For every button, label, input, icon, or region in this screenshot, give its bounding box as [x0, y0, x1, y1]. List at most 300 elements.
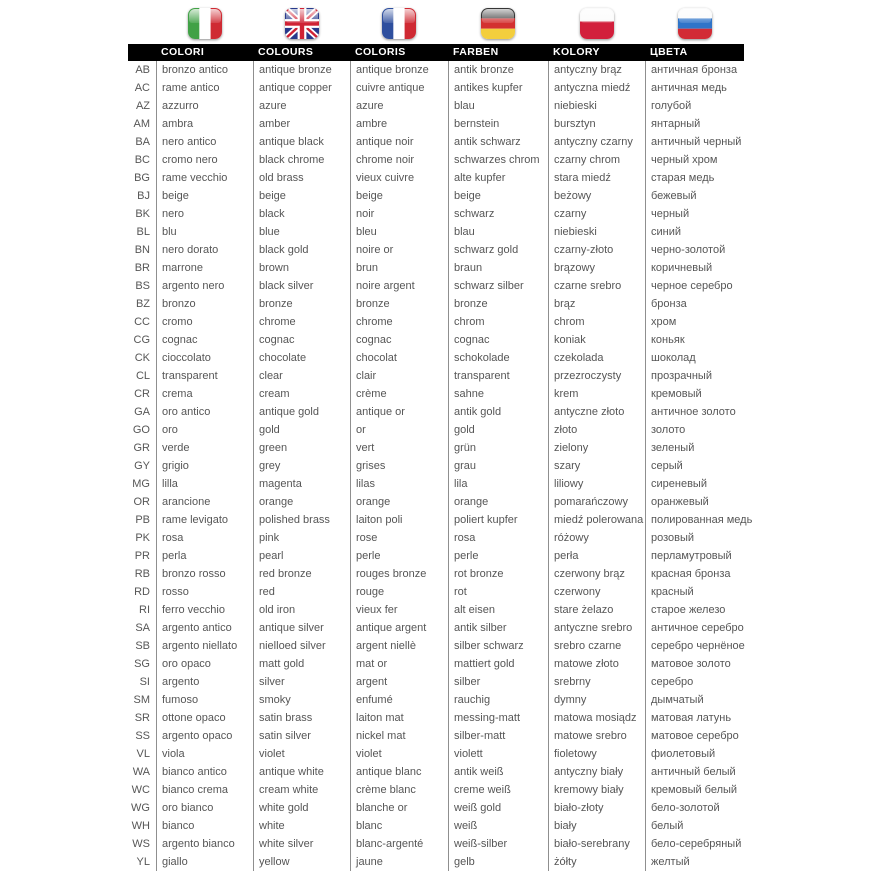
- table-row: [128, 493, 744, 511]
- color-name-russian: черный хром: [645, 151, 744, 169]
- color-name-polish: krem: [548, 385, 645, 403]
- color-name-german: antik schwarz: [448, 133, 548, 151]
- color-name-russian: бело-золотой: [645, 799, 744, 817]
- color-name-german: creme weiß: [448, 781, 548, 799]
- color-code: AB: [135, 64, 150, 76]
- color-name-french: argent: [350, 673, 448, 691]
- color-name-polish: czerwony brąz: [548, 565, 645, 583]
- color-name-russian: оранжевый: [645, 493, 744, 511]
- color-name-russian: прозрачный: [645, 367, 744, 385]
- color-name-english: bronze: [253, 295, 350, 313]
- color-name-english: brown: [253, 259, 350, 277]
- color-name-english: antique copper: [253, 79, 350, 97]
- color-name-russian: белый: [645, 817, 744, 835]
- color-name-polish: beżowy: [548, 187, 645, 205]
- color-name-french: cognac: [350, 331, 448, 349]
- color-name-russian: матовое золото: [645, 655, 744, 673]
- color-name-italian: oro antico: [156, 403, 253, 421]
- color-name-french: rouge: [350, 583, 448, 601]
- color-code: BN: [134, 244, 150, 256]
- color-code: CC: [134, 316, 150, 328]
- color-name-german: weiß: [448, 817, 548, 835]
- color-name-german: orange: [448, 493, 548, 511]
- color-name-french: chrome: [350, 313, 448, 331]
- color-name-french: perle: [350, 547, 448, 565]
- table-row: [128, 61, 744, 79]
- color-name-polish: czerwony: [548, 583, 645, 601]
- color-name-italian: oro: [156, 421, 253, 439]
- table-row: [128, 673, 744, 691]
- color-name-polish: niebieski: [548, 97, 645, 115]
- color-name-german: sahne: [448, 385, 548, 403]
- color-name-polish: stara miedź: [548, 169, 645, 187]
- color-name-polish: srebrny: [548, 673, 645, 691]
- color-name-english: black silver: [253, 277, 350, 295]
- color-name-german: schwarz gold: [448, 241, 548, 259]
- color-name-french: blanc: [350, 817, 448, 835]
- color-name-english: chocolate: [253, 349, 350, 367]
- color-name-italian: cromo nero: [156, 151, 253, 169]
- color-name-russian: фиолетовый: [645, 745, 744, 763]
- color-name-english: amber: [253, 115, 350, 133]
- color-name-russian: дымчатый: [645, 691, 744, 709]
- color-name-english: yellow: [253, 853, 350, 871]
- color-name-italian: blu: [156, 223, 253, 241]
- color-name-german: rot bronze: [448, 565, 548, 583]
- color-name-german: schokolade: [448, 349, 548, 367]
- table-row: [128, 331, 744, 349]
- color-name-german: alt eisen: [448, 601, 548, 619]
- color-name-english: cognac: [253, 331, 350, 349]
- color-code: SG: [134, 658, 150, 670]
- color-name-english: old iron: [253, 601, 350, 619]
- color-name-polish: szary: [548, 457, 645, 475]
- color-name-german: weiß-silber: [448, 835, 548, 853]
- color-name-german: braun: [448, 259, 548, 277]
- color-name-italian: nero antico: [156, 133, 253, 151]
- color-name-english: silver: [253, 673, 350, 691]
- table-row: [128, 817, 744, 835]
- color-name-english: antique white: [253, 763, 350, 781]
- color-code: WH: [131, 820, 150, 832]
- color-name-english: smoky: [253, 691, 350, 709]
- color-code: BJ: [137, 190, 150, 202]
- color-name-german: chrom: [448, 313, 548, 331]
- color-name-russian: хром: [645, 313, 744, 331]
- color-name-english: black gold: [253, 241, 350, 259]
- table-row: [128, 277, 744, 295]
- color-name-polish: niebieski: [548, 223, 645, 241]
- color-name-german: blau: [448, 223, 548, 241]
- table-row: [128, 709, 744, 727]
- color-name-german: violett: [448, 745, 548, 763]
- color-name-french: chocolat: [350, 349, 448, 367]
- table-row: [128, 205, 744, 223]
- color-name-german: schwarz: [448, 205, 548, 223]
- color-name-russian: матовое серебро: [645, 727, 744, 745]
- color-code: GA: [134, 406, 150, 418]
- color-name-german: antikes kupfer: [448, 79, 548, 97]
- color-name-italian: marrone: [156, 259, 253, 277]
- color-name-french: or: [350, 421, 448, 439]
- color-name-polish: czarny chrom: [548, 151, 645, 169]
- color-name-german: grau: [448, 457, 548, 475]
- color-name-english: cream white: [253, 781, 350, 799]
- table-body: [128, 61, 753, 871]
- color-name-polish: matowe srebro: [548, 727, 645, 745]
- color-code: SB: [135, 640, 150, 652]
- color-name-german: cognac: [448, 331, 548, 349]
- color-name-russian: сиреневый: [645, 475, 744, 493]
- color-code: GR: [133, 442, 150, 454]
- color-name-polish: matowe złoto: [548, 655, 645, 673]
- color-name-polish: brąz: [548, 295, 645, 313]
- color-name-russian: старое железо: [645, 601, 744, 619]
- color-name-italian: arancione: [156, 493, 253, 511]
- color-code: WC: [131, 784, 150, 796]
- column-header-russian: ЦВЕТА: [650, 46, 688, 58]
- color-name-french: argent niellè: [350, 637, 448, 655]
- table-row: [128, 259, 744, 277]
- color-name-polish: stare żelazo: [548, 601, 645, 619]
- color-name-russian: античное серебро: [645, 619, 744, 637]
- color-name-french: cuivre antique: [350, 79, 448, 97]
- column-header-english: COLOURS: [258, 46, 314, 58]
- color-name-english: azure: [253, 97, 350, 115]
- table-row: [128, 565, 744, 583]
- color-name-italian: verde: [156, 439, 253, 457]
- france-flag-icon: [382, 8, 416, 39]
- color-name-polish: przezroczysty: [548, 367, 645, 385]
- color-code: BL: [136, 226, 150, 238]
- color-name-polish: biało-złoty: [548, 799, 645, 817]
- color-name-french: grises: [350, 457, 448, 475]
- color-code: MG: [132, 478, 150, 490]
- color-code: RI: [139, 604, 150, 616]
- table-row: [128, 97, 744, 115]
- color-translation-table: [128, 0, 753, 871]
- color-name-german: silber: [448, 673, 548, 691]
- color-name-russian: полированная медь: [645, 511, 744, 529]
- table-row: [128, 457, 744, 475]
- color-name-polish: srebro czarne: [548, 637, 645, 655]
- color-name-polish: antyczny biały: [548, 763, 645, 781]
- color-code: CK: [134, 352, 150, 364]
- color-code: PK: [135, 532, 150, 544]
- color-name-french: nickel mat: [350, 727, 448, 745]
- color-name-russian: античное золото: [645, 403, 744, 421]
- color-name-polish: kremowy biały: [548, 781, 645, 799]
- color-code: VL: [136, 748, 150, 760]
- color-name-english: orange: [253, 493, 350, 511]
- color-name-italian: oro opaco: [156, 655, 253, 673]
- color-name-polish: miedź polerowana: [548, 511, 645, 529]
- color-name-italian: bianco: [156, 817, 253, 835]
- color-name-polish: biało-serebrany: [548, 835, 645, 853]
- color-name-italian: rame vecchio: [156, 169, 253, 187]
- table-row: [128, 79, 744, 97]
- color-code: YL: [136, 856, 150, 868]
- color-name-german: silber schwarz: [448, 637, 548, 655]
- color-name-french: laiton poli: [350, 511, 448, 529]
- color-name-english: magenta: [253, 475, 350, 493]
- table-row: [128, 511, 753, 529]
- color-name-italian: ottone opaco: [156, 709, 253, 727]
- color-name-french: jaune: [350, 853, 448, 871]
- color-code: SM: [133, 694, 150, 706]
- color-name-german: poliert kupfer: [448, 511, 548, 529]
- color-name-russian: золото: [645, 421, 744, 439]
- color-name-italian: azzurro: [156, 97, 253, 115]
- color-code: AZ: [135, 100, 150, 112]
- color-name-russian: синий: [645, 223, 744, 241]
- color-name-polish: koniak: [548, 331, 645, 349]
- color-name-italian: bronzo: [156, 295, 253, 313]
- color-name-italian: rame levigato: [156, 511, 253, 529]
- table-row: [128, 781, 744, 799]
- color-code: BK: [135, 208, 150, 220]
- table-row: [128, 385, 744, 403]
- table-row: [128, 295, 744, 313]
- color-name-polish: pomarańczowy: [548, 493, 645, 511]
- color-name-italian: perla: [156, 547, 253, 565]
- color-name-polish: czarny-złoto: [548, 241, 645, 259]
- table-row: [128, 133, 744, 151]
- color-name-french: noir: [350, 205, 448, 223]
- color-name-italian: bianco crema: [156, 781, 253, 799]
- color-code: SS: [135, 730, 150, 742]
- uk-flag-icon: [285, 8, 319, 39]
- color-name-french: antique or: [350, 403, 448, 421]
- color-code: WS: [132, 838, 150, 850]
- column-header-italian: COLORI: [161, 46, 205, 58]
- table-row: [128, 349, 744, 367]
- color-name-german: antik silber: [448, 619, 548, 637]
- table-row: [128, 403, 744, 421]
- color-name-italian: rame antico: [156, 79, 253, 97]
- color-name-italian: argento opaco: [156, 727, 253, 745]
- table-row: [128, 529, 744, 547]
- color-name-french: orange: [350, 493, 448, 511]
- color-name-english: satin silver: [253, 727, 350, 745]
- color-name-polish: fioletowy: [548, 745, 645, 763]
- color-name-italian: beige: [156, 187, 253, 205]
- color-name-english: clear: [253, 367, 350, 385]
- color-name-french: mat or: [350, 655, 448, 673]
- color-code: BA: [135, 136, 150, 148]
- color-code: CR: [134, 388, 150, 400]
- color-name-english: old brass: [253, 169, 350, 187]
- color-name-russian: коричневый: [645, 259, 744, 277]
- color-name-english: polished brass: [253, 511, 350, 529]
- color-name-english: gold: [253, 421, 350, 439]
- color-name-french: brun: [350, 259, 448, 277]
- color-name-russian: красный: [645, 583, 744, 601]
- color-name-english: violet: [253, 745, 350, 763]
- color-code: SA: [135, 622, 150, 634]
- table-row: [128, 835, 744, 853]
- germany-flag-icon: [481, 8, 515, 39]
- color-name-polish: dymny: [548, 691, 645, 709]
- color-name-english: grey: [253, 457, 350, 475]
- poland-flag-icon: [580, 8, 614, 39]
- color-name-german: antik weiß: [448, 763, 548, 781]
- color-code: SI: [139, 676, 150, 688]
- color-name-french: vert: [350, 439, 448, 457]
- table-row: [128, 421, 744, 439]
- table-row: [128, 547, 744, 565]
- color-name-french: clair: [350, 367, 448, 385]
- table-row: [128, 853, 744, 871]
- color-name-german: gold: [448, 421, 548, 439]
- table-row: [128, 241, 744, 259]
- color-name-french: vieux cuivre: [350, 169, 448, 187]
- color-name-french: noire argent: [350, 277, 448, 295]
- color-name-russian: черный: [645, 205, 744, 223]
- color-code: BC: [134, 154, 150, 166]
- code-column-header: [128, 44, 156, 61]
- color-name-russian: матовая латунь: [645, 709, 744, 727]
- color-name-english: white gold: [253, 799, 350, 817]
- color-name-russian: зеленый: [645, 439, 744, 457]
- color-name-german: blau: [448, 97, 548, 115]
- color-code: BZ: [135, 298, 150, 310]
- color-name-french: bronze: [350, 295, 448, 313]
- color-name-french: chrome noir: [350, 151, 448, 169]
- table-row: [128, 187, 744, 205]
- color-name-russian: черно-золотой: [645, 241, 744, 259]
- color-name-german: schwarz silber: [448, 277, 548, 295]
- color-name-italian: argento niellato: [156, 637, 253, 655]
- color-name-italian: cioccolato: [156, 349, 253, 367]
- color-name-russian: кремовый белый: [645, 781, 744, 799]
- color-code: WA: [132, 766, 150, 778]
- color-name-russian: янтарный: [645, 115, 744, 133]
- color-name-russian: бежевый: [645, 187, 744, 205]
- color-name-german: weiß gold: [448, 799, 548, 817]
- color-name-italian: argento bianco: [156, 835, 253, 853]
- color-name-russian: античный черный: [645, 133, 744, 151]
- color-name-italian: rosa: [156, 529, 253, 547]
- column-header-german: FARBEN: [453, 46, 499, 58]
- color-name-english: green: [253, 439, 350, 457]
- color-name-english: black: [253, 205, 350, 223]
- color-name-russian: серебро чернёное: [645, 637, 744, 655]
- color-name-english: satin brass: [253, 709, 350, 727]
- color-name-french: beige: [350, 187, 448, 205]
- color-name-english: white silver: [253, 835, 350, 853]
- color-name-russian: красная бронза: [645, 565, 744, 583]
- color-name-english: red bronze: [253, 565, 350, 583]
- color-name-russian: перламутровый: [645, 547, 744, 565]
- color-code: PR: [134, 550, 150, 562]
- color-name-polish: biały: [548, 817, 645, 835]
- color-name-french: bleu: [350, 223, 448, 241]
- color-name-italian: lilla: [156, 475, 253, 493]
- table-row: [128, 637, 744, 655]
- color-name-polish: chrom: [548, 313, 645, 331]
- color-name-russian: серебро: [645, 673, 744, 691]
- color-name-polish: liliowy: [548, 475, 645, 493]
- table-row: [128, 439, 744, 457]
- color-name-russian: античный белый: [645, 763, 744, 781]
- color-name-italian: argento nero: [156, 277, 253, 295]
- color-name-italian: fumoso: [156, 691, 253, 709]
- color-name-polish: perła: [548, 547, 645, 565]
- table-row: [128, 799, 744, 817]
- color-name-english: matt gold: [253, 655, 350, 673]
- color-name-polish: czekolada: [548, 349, 645, 367]
- color-name-russian: серый: [645, 457, 744, 475]
- flags-row: [128, 0, 744, 44]
- color-name-french: enfumé: [350, 691, 448, 709]
- color-name-german: gelb: [448, 853, 548, 871]
- color-code: WG: [131, 802, 150, 814]
- color-name-german: beige: [448, 187, 548, 205]
- color-name-russian: бронза: [645, 295, 744, 313]
- color-name-french: crème blanc: [350, 781, 448, 799]
- color-name-italian: viola: [156, 745, 253, 763]
- color-name-french: antique blanc: [350, 763, 448, 781]
- color-name-polish: antyczna miedź: [548, 79, 645, 97]
- color-name-italian: cromo: [156, 313, 253, 331]
- table-row: [128, 601, 744, 619]
- color-name-french: lilas: [350, 475, 448, 493]
- color-name-german: perle: [448, 547, 548, 565]
- table-row: [128, 475, 744, 493]
- color-name-french: crème: [350, 385, 448, 403]
- color-name-russian: коньяк: [645, 331, 744, 349]
- table-row: [128, 745, 744, 763]
- color-name-italian: transparent: [156, 367, 253, 385]
- table-header: [128, 44, 744, 61]
- table-row: [128, 655, 744, 673]
- color-name-italian: bronzo antico: [156, 61, 253, 79]
- color-name-italian: ambra: [156, 115, 253, 133]
- color-name-german: bernstein: [448, 115, 548, 133]
- color-name-italian: argento: [156, 673, 253, 691]
- color-name-italian: rosso: [156, 583, 253, 601]
- color-code: BR: [134, 262, 150, 274]
- color-name-english: antique silver: [253, 619, 350, 637]
- color-name-russian: голубой: [645, 97, 744, 115]
- russia-flag-icon: [678, 8, 712, 39]
- color-code: GO: [132, 424, 150, 436]
- color-name-french: ambre: [350, 115, 448, 133]
- table-row: [128, 313, 744, 331]
- color-name-polish: żółty: [548, 853, 645, 871]
- color-name-polish: antyczne złoto: [548, 403, 645, 421]
- color-name-english: antique black: [253, 133, 350, 151]
- color-name-italian: bronzo rosso: [156, 565, 253, 583]
- table-row: [128, 169, 744, 187]
- color-name-russian: античная бронза: [645, 61, 744, 79]
- color-name-german: rosa: [448, 529, 548, 547]
- column-header-polish: KOLORY: [553, 46, 600, 58]
- color-name-english: antique gold: [253, 403, 350, 421]
- color-name-german: rot: [448, 583, 548, 601]
- color-name-english: blue: [253, 223, 350, 241]
- color-name-french: rose: [350, 529, 448, 547]
- color-name-russian: желтый: [645, 853, 744, 871]
- color-name-german: alte kupfer: [448, 169, 548, 187]
- color-code: BG: [134, 172, 150, 184]
- table-row: [128, 151, 744, 169]
- color-name-french: rouges bronze: [350, 565, 448, 583]
- table-row: [128, 727, 744, 745]
- color-name-french: noire or: [350, 241, 448, 259]
- color-name-russian: кремовый: [645, 385, 744, 403]
